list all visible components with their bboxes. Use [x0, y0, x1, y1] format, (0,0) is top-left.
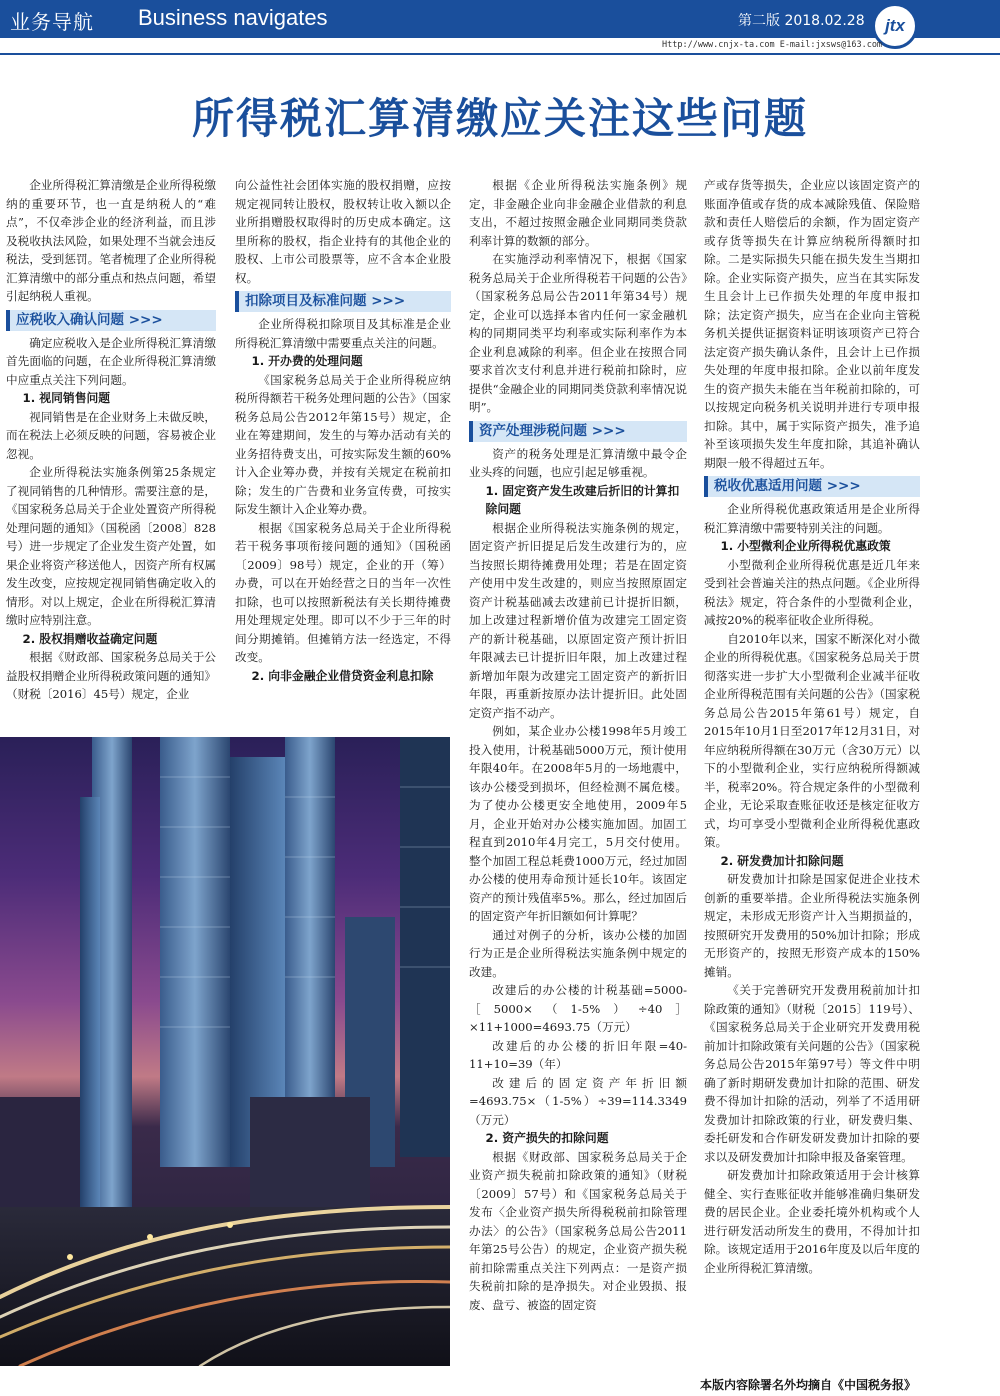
column-3: [469, 176, 687, 1372]
paragraph: 根据《财政部、国家税务总局关于公益股权捐赠企业所得税政策问题的通知》（财税〔2016〕45号）规定，企业: [6, 650, 216, 701]
paragraph: 通过对例子的分析，该办公楼的加固行为正是企业所得税法实施条例中规定的改建。: [469, 927, 687, 979]
paragraph: 确定应税收入是企业所得税汇算清缴首先面临的问题，在企业所得税汇算清缴中应重点关注下列问题。: [6, 335, 216, 387]
formula-paragraph: 改建后的固定资产年折旧额=4693.75×（1-5%）÷39=114.3349（万元）: [469, 1075, 687, 1127]
header-divider: [0, 53, 1000, 55]
jtx-logo-icon: jtx: [872, 3, 918, 49]
section-title-cn: 业务导航: [10, 10, 94, 34]
subheading: 2. 研发费加计扣除问题: [720, 853, 844, 868]
subheading: 2. 资产损失的扣除问题: [485, 1131, 609, 1145]
section-title-en: Business navigates: [138, 5, 328, 30]
paragraph: 产或存货等损失，企业应以该固定资产的账面净值或存货的成本减除残值、保险赔款和责任人赔偿后的余额，作为固定资产或存货等损失在计算应纳税所得额时扣除。二是实际损失只能在损失发生当期扣除。企业实际资产损失，应当在其实际发生且会计上已作损失处理的年度申报扣除；法定资产损失，应当在企业向主管税务机关提供证据资料证明该项资产已符合法定资产损失确认条件，且会计上已作损失处理的年度申报扣除。企业以前年度发生的资产损失未能在当年税前扣除的，可以按规定向税务机关说明并进行专项申报扣除。其中，属于实际资产损失，准予追补至该项损失发生年度扣除，其追补确认期限一般不得超过五年。: [704, 178, 920, 470]
city-skyline-photo: [0, 737, 450, 1366]
section-heading-deduction: 扣除项目及标准问题 >>>: [235, 291, 451, 312]
subheading: 1. 视同销售问题: [22, 391, 111, 405]
paragraph: 例如，某企业办公楼1998年5月竣工投入使用，计税基础5000万元，预计使用年限40年。在2008年5月的一场地震中，该办公楼受到损坏，但经检测不属危楼。为了使办公楼更安全地使用，2009年5月，企业开始对办公楼实施加固。加固工程直到2010年4月完工，5月交付使用。整个加固工程总耗费1000万元，经过加固办公楼的使用寿命预计延长10年。该固定资产的预计残值率5%。那么，经过加固后的固定资产年折旧额如何计算呢？: [469, 724, 687, 923]
paragraph: 企业所得税扣除项目及其标准是企业所得税汇算清缴中需要重点关注的问题。: [235, 317, 451, 350]
section-heading-assets: 资产处理涉税问题 >>>: [469, 421, 687, 442]
paragraph: 向公益性社会团体实施的股权捐赠，应按规定视同转让股权，股权转让收入额以企业所捐赠股权取得时的历史成本确定。这里所称的股权，指企业持有的其他企业的股权、上市公司股票等，应不含本企业股权。: [235, 178, 451, 285]
subheading: 2. 股权捐赠收益确定问题: [22, 631, 158, 646]
paragraph: 根据《企业所得税法实施条例》规定，非金融企业向非金融企业借款的利息支出，不超过按照金融企业同期同类贷款利率计算的数额的部分。: [469, 178, 687, 248]
section-heading-income: 应税收入确认问题 >>>: [6, 310, 216, 331]
paragraph: 视同销售是在企业财务上未做反映，而在税法上必须反映的问题，容易被企业忽视。: [6, 409, 216, 461]
column-4: [704, 176, 920, 1372]
paragraph: 自2010年以来，国家不断深化对小微企业的所得税优惠。《国家税务总局关于贯彻落实进一步扩大小型微利企业减半征收企业所得税范围有关问题的公告》（国家税务总局公告2015年第61号）规定，自2015年10月1日至2017年12月31日，对年应纳税所得额在30万元（含30万元）以下的小型微利企业，实行应纳税所得额减半，税率20%。符合规定条件的小型微利企业，无论采取查账征收还是核定征收方式，均可享受小型微利企业所得税优惠政策。: [704, 631, 920, 849]
paragraph: 研发费加计扣除是国家促进企业技术创新的重要举措。企业所得税法实施条例规定，未形成无形资产计入当期损益的，按照研究开发费用的50%加计扣除；形成无形资产的，按照无形资产成本的150%摊销。: [704, 872, 920, 979]
column-2: [235, 176, 451, 732]
paragraph: 研发费加计扣除政策适用于会计核算健全、实行查账征收并能够准确归集研发费的居民企业。企业委托境外机构或个人进行研发活动所发生的费用，不得加计扣除。该规定适用于2016年度及以后年度的企业所得税汇算清缴。: [704, 1168, 920, 1275]
paragraph: 根据《财政部、国家税务总局关于企业资产损失税前扣除政策的通知》（财税〔2009〕57号）和《国家税务总局关于发布〈企业资产损失所得税税前扣除管理办法〉的公告》（国家税务总局公告2011年第25号公告）的规定，企业资产损失税前扣除需重点关注下列两点：一是资产损失税前扣除的是净损失。对企业毁损、报废、盘亏、被盗的固定资: [469, 1149, 687, 1312]
contact-line: [0, 38, 1000, 52]
paragraph: 企业所得税优惠政策适用是企业所得税汇算清缴中需要特别关注的问题。: [704, 502, 920, 535]
section-heading-preferential: 税收优惠适用问题 >>>: [704, 476, 920, 497]
paragraph: 在实施浮动利率情况下，根据《国家税务总局关于企业所得税若干问题的公告》（国家税务总局公告2011年第34号）规定，企业可以选择本省内任何一家金融机构的同期同类平均利率或实际利率作为本企业利息减除的利率。但企业在按照合同要求首次支付利息并进行税前扣除时，应提供“金融企业的同期同类贷款利率情况说明”。: [469, 252, 687, 414]
subheading: 2. 向非金融企业借贷资金利息扣除: [251, 668, 434, 683]
formula-paragraph: 改建后的办公楼的折旧年限=40-11+10=39（年）: [469, 1038, 687, 1071]
paragraph: 根据《国家税务总局关于企业所得税若干税务事项衔接问题的通知》（国税函〔2009〕98号）规定，企业的开（筹）办费，可以在开始经营之日的当年一次性扣除，也可以按照新税法有关长期待摊费用处理规定处理。即可以不少于三年的时间分期摊销。但摊销方法一经选定，不得改变。: [235, 520, 451, 664]
subheading: 1. 固定资产发生改建后折旧的计算扣除问题: [485, 483, 680, 516]
paragraph: 企业所得税法实施条例第25条规定了视同销售的几种情形。需要注意的是，《国家税务总局关于企业处置资产所得税处理问题的通知》（国税函〔2008〕828号）进一步规定了企业发生资产处置，如果企业将资产移送他人，因资产所有权属发生改变，应按规定视同销售确定收入的情形。对以上规定，企业在所得税汇算清缴时应特别注意。: [6, 465, 216, 627]
paragraph: 《关于完善研究开发费用税前加计扣除政策的通知》（财税〔2015〕119号）、《国家税务总局关于企业研究开发费用税前加计扣除政策有关问题的公告》（国家税务总局公告2015年第97号）等文件中明确了新时期研发费加计扣除的范围、研发费不得加计扣除的活动，列举了不适用研发费加计扣除政策的行业，研发费归集、委托研发和合作研发研发费加计扣除的要求以及研发费加计扣除申报及备案管理。: [704, 983, 920, 1164]
paragraph: 小型微利企业所得税优惠是近几年来受到社会普遍关注的热点问题。《企业所得税法》规定，符合条件的小型微利企业，减按20%的税率征收企业所得税。: [704, 557, 920, 627]
url-email: Http://www.cnjx-ta.com E-mail:jxsws@163.com: [662, 40, 883, 50]
source-note: 本版内容除署名外均摘自《中国税务报》: [700, 1378, 917, 1392]
column-1: [6, 176, 216, 732]
paragraph: 资产的税务处理是汇算清缴中最令企业头疼的问题，也应引起足够重视。: [469, 446, 687, 479]
article-title: 所得税汇算清缴应关注这些问题: [191, 94, 808, 143]
skyline-illustration: [0, 737, 450, 1366]
intro-paragraph: 企业所得税汇算清缴是企业所得税缴纳的重要环节，也一直是纳税人的“难点”，不仅牵涉企业的经济利益，而且涉及税收执法风险，如果处理不当就会违反税法，受到惩罚。笔者梳理了企业所得税汇算清缴中的部分重点和热点问题，希望引起纳税人重视。: [6, 178, 216, 303]
subheading: 1. 小型微利企业所得税优惠政策: [720, 539, 891, 553]
paragraph: 根据企业所得税法实施条例的规定，固定资产折旧提足后发生改建行为的，应当按照长期待摊费用处理；若是在固定资产使用中发生改建的，则应当按照原固定资产计税基础减去改建前已计提折旧额，加上改建过程新增价值为改建完工固定资产的新计税基础，以原固定资产预计折旧年限减去已计提折旧年限，加上改建过程新增加年限为改建完工固定资产的新折旧年限，再重新按原办法计提折旧。此处固定资产指不动产。: [469, 520, 687, 720]
masthead: [0, 0, 1000, 38]
paragraph: 《国家税务总局关于企业所得税应纳税所得额若干税务处理问题的公告》（国家税务总局公告2012年第15号）规定，企业在筹建期间，发生的与筹办活动有关的业务招待费支出，可按实际发生额的60%计入企业筹办费，并按有关规定在税前扣除；发生的广告费和业务宣传费，可按实际发生额计入企业筹办费。: [235, 372, 451, 516]
formula-paragraph: 改建后的办公楼的计税基础=5000-［5000×（1-5%）÷40］×11+1000=4693.75（万元）: [469, 983, 687, 1034]
subheading: 1. 开办费的处理问题: [251, 354, 363, 368]
edition-date: 第二版 2018.02.28: [738, 13, 865, 29]
